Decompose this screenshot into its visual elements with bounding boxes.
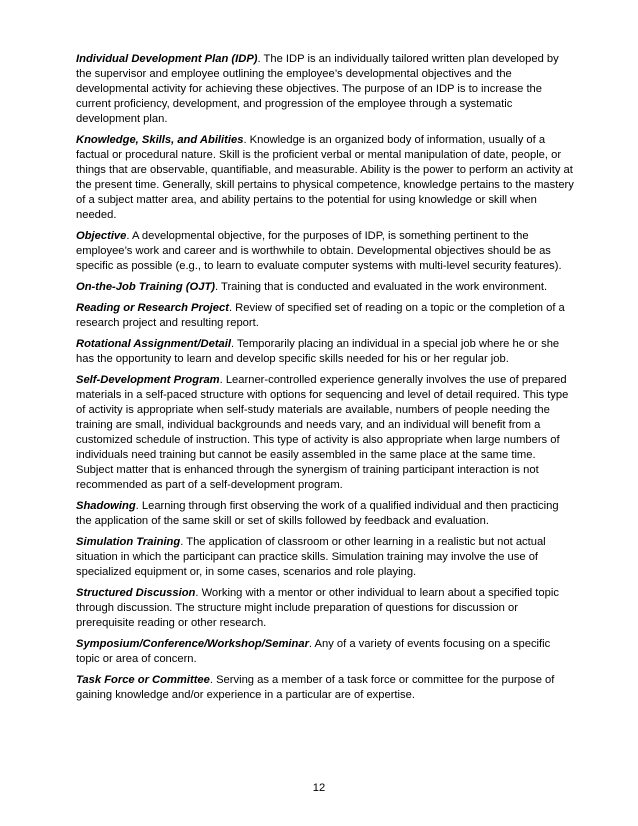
entry-definition: . Learning through first observing the work of a qualified individual and then practicing the application of the same skill or set of skills followed by feedback and evaluation. (76, 500, 559, 527)
entry-ojt (76, 280, 574, 295)
entry-reading-research (76, 301, 574, 331)
entry-objective (76, 229, 574, 274)
entry-rotational-assignment (76, 337, 574, 367)
entry-term: Individual Development Plan (IDP) (76, 53, 258, 65)
entry-term: Reading or Research Project (76, 302, 229, 314)
entry-definition: . A developmental objective, for the purposes of IDP, is something pertinent to the employee’s work and career and is worthwhile to obtain. Developmental objectives should be as specific as possible (e.g., to learn to evaluate computer systems with multi-level security features). (76, 230, 562, 272)
entry-structured-discussion (76, 586, 574, 631)
document-page (76, 52, 574, 709)
entry-symposium (76, 637, 574, 667)
entry-task-force (76, 673, 574, 703)
entry-definition: . Serving as a member of a task force or committee for the purpose of gaining knowledge and/or experience in a particular are of expertise. (76, 674, 555, 701)
entry-ksa (76, 133, 574, 223)
entry-term: Task Force or Committee (76, 674, 210, 686)
entry-term: Symposium/Conference/Workshop/Seminar (76, 638, 309, 650)
entry-term: On-the-Job Training (OJT) (76, 281, 216, 293)
entry-shadowing (76, 499, 574, 529)
entry-definition: . Review of specified set of reading on a topic or the completion of a research project and resulting report. (76, 302, 565, 329)
entry-term: Structured Discussion (76, 587, 196, 599)
entry-idp (76, 52, 574, 127)
entry-term: Self-Development Program (76, 374, 220, 386)
entry-term: Shadowing (76, 500, 136, 512)
entry-simulation-training (76, 535, 574, 580)
entry-definition: . Temporarily placing an individual in a special job where he or she has the opportunity to learn and develop specific skills needed for his or her regular job. (76, 338, 560, 365)
entry-definition: . Training that is conducted and evaluated in the work environment. (215, 281, 548, 293)
entry-term: Knowledge, Skills, and Abilities (76, 134, 244, 146)
entry-definition: . The application of classroom or other learning in a realistic but not actual situation in which the participant can practice skills. Simulation training may involve the use of specialized equipment or, in some cases, scenarios and role playing. (76, 536, 546, 578)
entry-term: Simulation Training (76, 536, 181, 548)
entry-definition: . Learner-controlled experience generally involves the use of prepared materials in a self-paced structure with options for sequencing and level of detail required. This type of activity is appropriate when self-study materials are available, numbers of people needing the training are small, individual backgrounds and needs vary, and an individual will benefit from a customized schedule of instruction. This type of activity is also appropriate when large numbers of individuals need training but cannot be easily assembled in the same place at the same time. Subject matter that is enhanced through the synergism of training participant interaction is not recommended as part of a self-development program. (76, 374, 569, 491)
page-number: 12 (312, 782, 326, 794)
entry-definition: . The IDP is an individually tailored written plan developed by the supervisor and employee outlining the employee’s developmental objectives and the developmental activity for achieving these objectives. The purpose of an IDP is to increase the current proficiency, development, and progression of the employee through a systematic development plan. (76, 53, 559, 125)
entry-definition: . Knowledge is an organized body of information, usually of a factual or procedural nature. Skill is the proficient verbal or mental manipulation of date, people, or things that are observable, quantifiable, and measurable. Ability is the power to perform an activity at the present time. Generally, skill pertains to physical competence, knowledge pertains to the mastery of a subject matter area, and ability pertains to the potential for using knowledge or skill when needed. (76, 134, 574, 221)
entry-definition: . Any of a variety of events focusing on a specific topic or area of concern. (76, 638, 551, 665)
entry-self-development (76, 373, 574, 493)
entry-term: Rotational Assignment/Detail (76, 338, 231, 350)
entry-term: Objective (76, 230, 127, 242)
entry-definition: . Working with a mentor or other individual to learn about a specified topic through discussion. The structure might include preparation of questions for discussion or prerequisite reading or other research. (76, 587, 559, 629)
